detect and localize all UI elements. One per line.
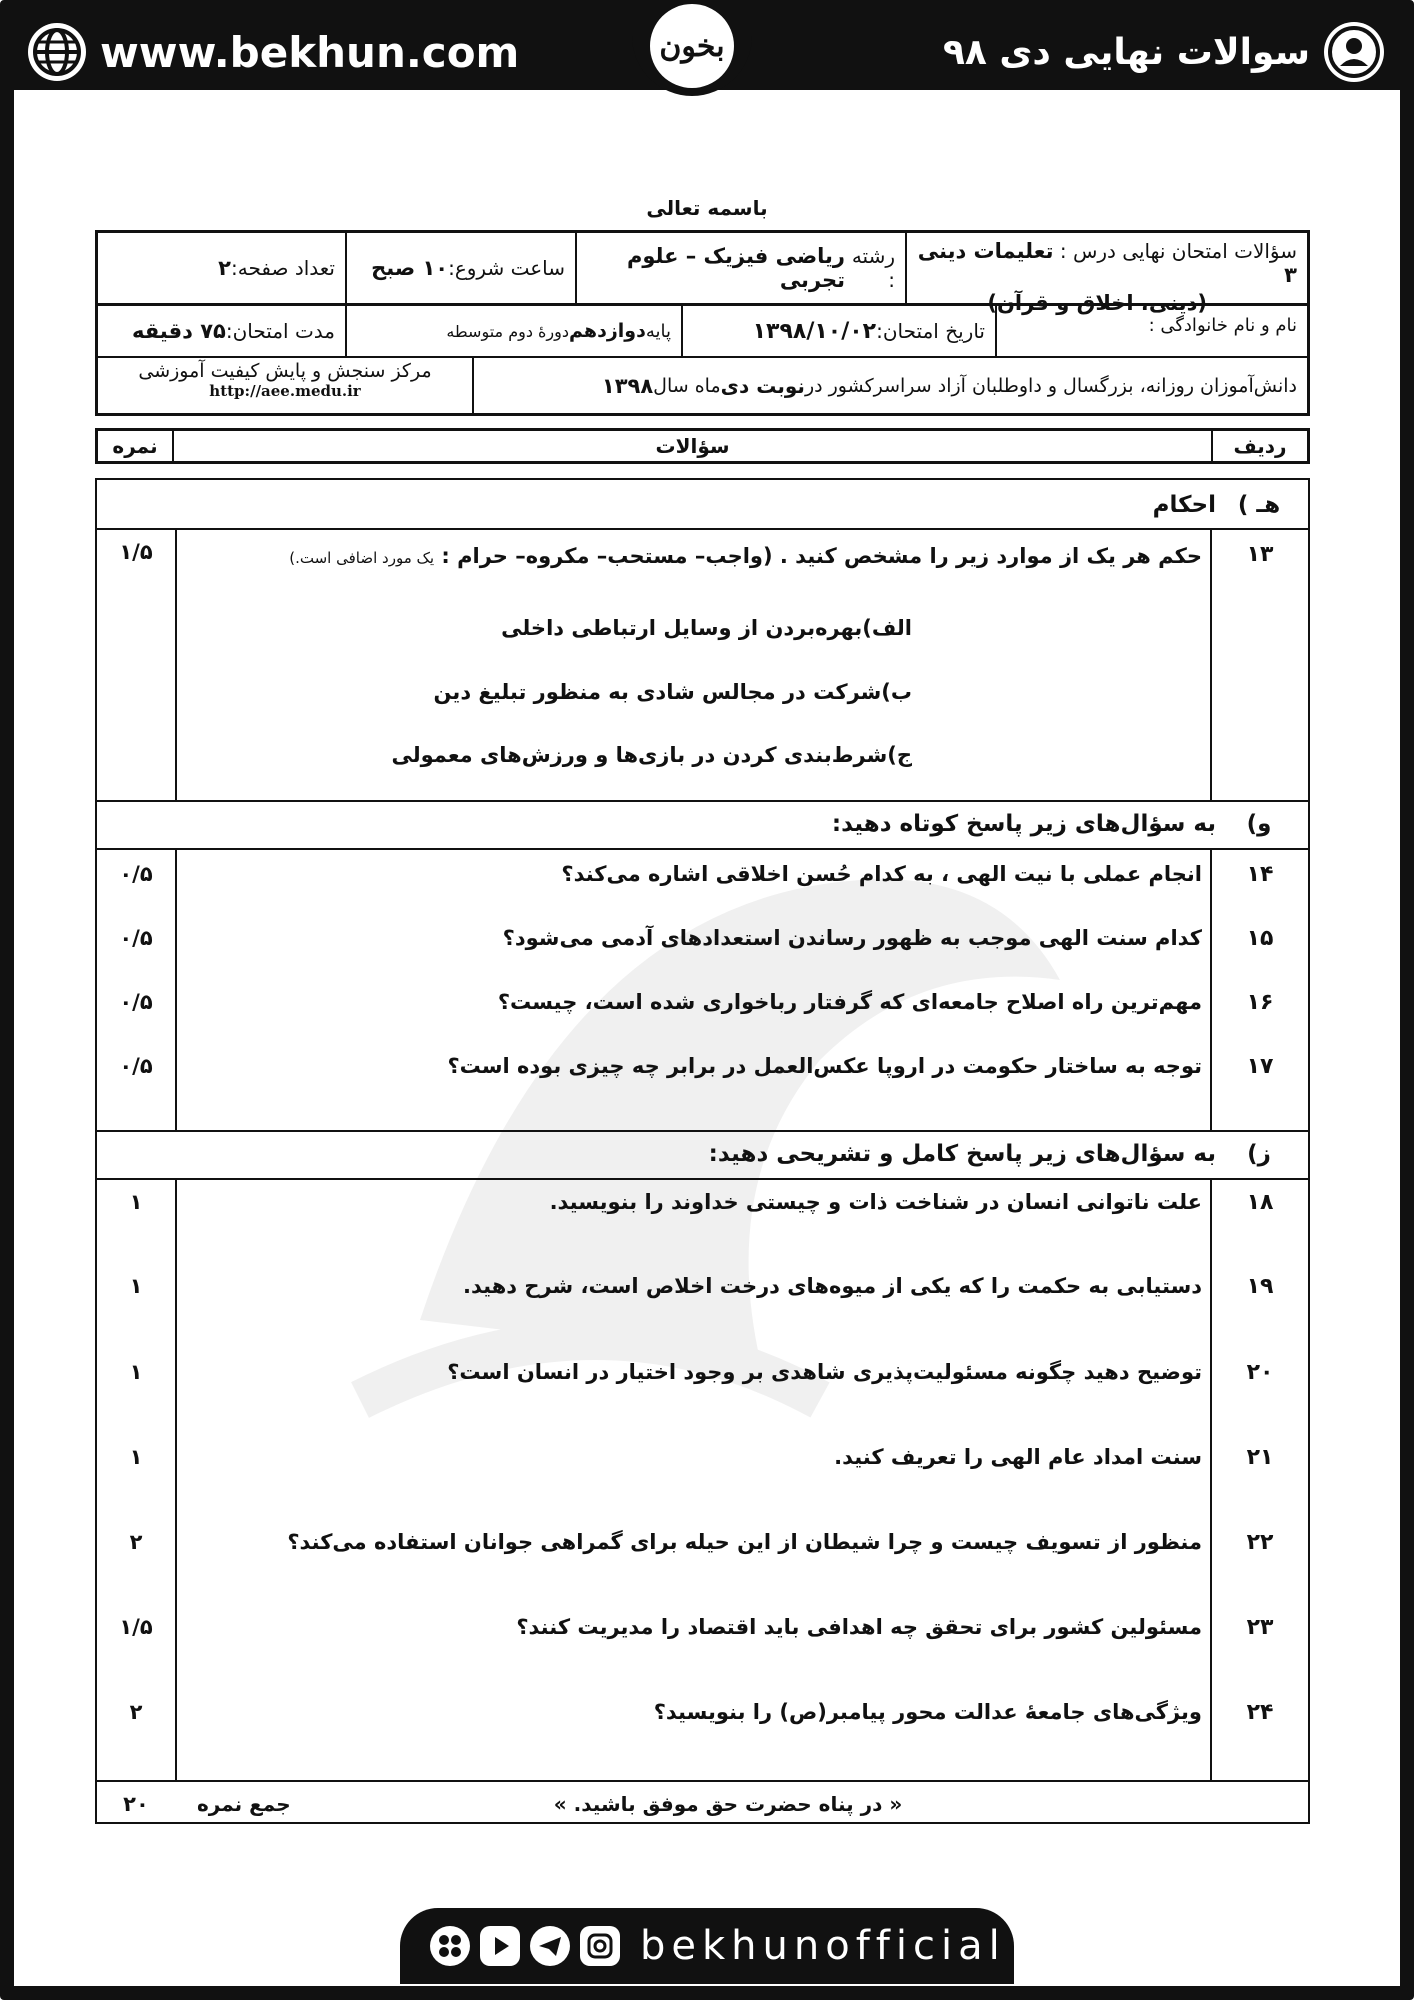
center-cell bbox=[98, 358, 472, 413]
question-score: ۰/۵ bbox=[119, 990, 153, 1014]
grade-label: پایه bbox=[645, 320, 671, 342]
audience-text: دانش‌آموزان روزانه، بزرگسال و داوطلبان آزاد سراسرکشور در bbox=[804, 374, 1297, 397]
pages-value: ۲ bbox=[218, 256, 231, 280]
social-handle[interactable]: bekhunofficial bbox=[640, 1923, 1006, 1969]
date-value: ۱۳۹۸/۱۰/۰۲ bbox=[752, 318, 877, 344]
field-cell bbox=[575, 233, 905, 303]
question-13 bbox=[289, 544, 1202, 568]
duration-cell bbox=[98, 306, 345, 356]
option-b: ب)شرکت در مجالس شادی به منظور تبلیغ دین bbox=[433, 680, 912, 704]
globe-icon bbox=[28, 23, 86, 81]
instagram-icon[interactable] bbox=[580, 1926, 620, 1966]
question-number: ۲۰ bbox=[1246, 1360, 1274, 1385]
question-19: دستیابی به حکمت را که یکی از میوه‌های درخت اخلاص است، شرح دهید. bbox=[463, 1274, 1202, 1298]
column-header bbox=[95, 428, 1310, 464]
grade-value: دوازدهم bbox=[569, 320, 646, 342]
grade-suffix: دورهٔ دوم متوسطه bbox=[446, 321, 569, 341]
question-score: ۱/۵ bbox=[119, 540, 153, 564]
question-score: ۱ bbox=[129, 1274, 143, 1298]
center-name: مرکز سنجش و پایش کیفیت آموزشی bbox=[138, 360, 432, 382]
user-icon bbox=[1324, 22, 1384, 82]
question-number: ۱۸ bbox=[1246, 1190, 1274, 1215]
grade-cell bbox=[345, 306, 681, 356]
pages-label: تعداد صفحه: bbox=[230, 256, 335, 280]
total-label: جمع نمره bbox=[197, 1792, 291, 1816]
question-number: ۱۹ bbox=[1246, 1274, 1274, 1299]
subject-name: تعلیمات دینی ۳ bbox=[917, 239, 1297, 287]
question-20: توضیح دهید چگونه مسئولیت‌پذیری شاهدی بر وجود اختیار در انسان است؟ bbox=[447, 1360, 1202, 1384]
section-letter: ز) bbox=[1247, 1141, 1271, 1167]
option-a: الف)بهره‌بردن از وسایل ارتباطی داخلی bbox=[501, 616, 912, 640]
audience-cell bbox=[472, 358, 1307, 413]
question-23: مسئولین کشور برای تحقق چه اهدافی باید اقتصاد را مدیریت کنند؟ bbox=[516, 1615, 1202, 1639]
start-time-cell bbox=[345, 233, 575, 303]
total-value: ۲۰ bbox=[123, 1792, 149, 1816]
exam-banner-title: سوالات نهایی دی ۹۸ bbox=[942, 31, 1310, 73]
question-number: ۲۳ bbox=[1246, 1615, 1274, 1640]
question-number: ۱۷ bbox=[1246, 1054, 1274, 1079]
question-22: منظور از تسویف چیست و چرا شیطان از این حیله برای گمراهی جوانان استفاده می‌کند؟ bbox=[287, 1530, 1202, 1554]
section-ahkam bbox=[1153, 492, 1294, 518]
question-15: کدام سنت الهی موجب به ظهور رساندن استعدادهای آدمی می‌شود؟ bbox=[502, 926, 1202, 950]
option-c: ج)شرط‌بندی کردن در بازی‌ها و ورزش‌های معمولی bbox=[391, 743, 912, 767]
aparat-icon[interactable] bbox=[430, 1926, 470, 1966]
column-score: نمره bbox=[112, 434, 158, 458]
start-value: ۱۰ صبح bbox=[371, 256, 449, 280]
question-24: ویژگی‌های جامعهٔ عدالت محور پیامبر(ص) را بنویسید؟ bbox=[653, 1700, 1202, 1724]
question-21: سنت امداد عام الهی را تعریف کنید. bbox=[834, 1445, 1202, 1469]
name-label: نام و نام خانوادگی : bbox=[1148, 315, 1297, 336]
section-long-answer bbox=[709, 1141, 1294, 1167]
question-score: ۰/۵ bbox=[119, 926, 153, 950]
section-letter: و) bbox=[1246, 811, 1272, 837]
center-url[interactable]: http://aee.medu.ir bbox=[209, 382, 361, 400]
question-score: ۱ bbox=[129, 1190, 143, 1214]
question-number: ۲۱ bbox=[1246, 1445, 1274, 1470]
field-label: رشته : bbox=[851, 244, 895, 292]
questions-table bbox=[95, 478, 1310, 1824]
year-text: ماه سال bbox=[653, 374, 721, 397]
question-number: ۱۶ bbox=[1246, 990, 1274, 1015]
question-17: توجه به ساختار حکومت در اروپا عکس‌العمل در برابر چه چیزی بوده است؟ bbox=[447, 1054, 1202, 1078]
question-16: مهم‌ترین راه اصلاح جامعه‌ای که گرفتار رباخواری شده است، چیست؟ bbox=[497, 990, 1202, 1014]
question-score: ۱ bbox=[129, 1360, 143, 1384]
session-value: نوبت دی bbox=[720, 373, 805, 398]
field-value: ریاضی فیزیک – علوم تجربی bbox=[626, 244, 846, 292]
section-title: به سؤال‌های زیر پاسخ کوتاه دهید: bbox=[831, 811, 1216, 837]
header-row-3 bbox=[95, 358, 1310, 416]
duration-label: مدت امتحان: bbox=[225, 319, 335, 343]
start-label: ساعت شروع: bbox=[448, 256, 565, 280]
youtube-icon[interactable] bbox=[480, 1926, 520, 1966]
question-score: ۲ bbox=[129, 1700, 143, 1724]
duration-value: ۷۵ دقیقه bbox=[131, 319, 226, 343]
subject-prefix: سؤالات امتحان نهایی درس : bbox=[1053, 239, 1297, 263]
question-score: ۰/۵ bbox=[119, 862, 153, 886]
column-questions: سؤالات bbox=[172, 431, 1211, 461]
year-value: ۱۳۹۸ bbox=[601, 373, 654, 398]
bekhun-logo: بخون bbox=[650, 4, 734, 88]
site-link[interactable] bbox=[28, 22, 519, 82]
question-number: ۱۵ bbox=[1246, 926, 1274, 951]
blessing-text: « در پناه حضرت حق موفق باشید. » bbox=[553, 1792, 903, 1816]
subject-detail: (دینی، اخلاق و قرآن) bbox=[987, 291, 1207, 315]
question-14: انجام عملی با نیت الهی ، به کدام حُسن اخلاقی اشاره می‌کند؟ bbox=[561, 862, 1202, 886]
date-label: تاریخ امتحان: bbox=[876, 319, 985, 343]
column-row: ردیف bbox=[1211, 431, 1307, 461]
date-cell bbox=[681, 306, 995, 356]
site-url-text: www.bekhun.com bbox=[100, 27, 520, 77]
subject-cell bbox=[905, 233, 1307, 315]
social-bar bbox=[400, 1908, 1014, 1984]
section-short-answer bbox=[832, 811, 1294, 837]
pages-cell bbox=[98, 233, 345, 303]
section-title: احکام bbox=[1152, 492, 1216, 518]
header-row-2 bbox=[95, 306, 1310, 358]
question-number: ۱۴ bbox=[1246, 862, 1274, 887]
question-score: ۰/۵ bbox=[119, 1054, 153, 1078]
question-number: ۱۳ bbox=[1246, 542, 1274, 567]
header-row-1 bbox=[95, 230, 1310, 315]
question-number: ۲۲ bbox=[1246, 1530, 1274, 1555]
exam-banner bbox=[943, 22, 1384, 82]
question-score: ۱/۵ bbox=[119, 1615, 153, 1639]
question-score: ۱ bbox=[129, 1445, 143, 1469]
question-number: ۲۴ bbox=[1246, 1700, 1274, 1725]
section-letter: هـ ) bbox=[1237, 492, 1281, 518]
question-score: ۲ bbox=[129, 1530, 143, 1554]
question-18: علت ناتوانی انسان در شناخت ذات و چیستی خداوند را بنویسید. bbox=[549, 1190, 1202, 1214]
section-title: به سؤال‌های زیر پاسخ کامل و تشریحی دهید: bbox=[708, 1141, 1216, 1167]
name-cell bbox=[995, 306, 1307, 356]
basmala: باسمه تعالی bbox=[646, 196, 768, 220]
question-text: حکم هر یک از موارد زیر را مشخص کنید . (واجب– مستحب– مکروه– حرام : bbox=[434, 544, 1202, 568]
question-note: یک مورد اضافی است.) bbox=[289, 549, 435, 567]
telegram-icon[interactable] bbox=[530, 1926, 570, 1966]
